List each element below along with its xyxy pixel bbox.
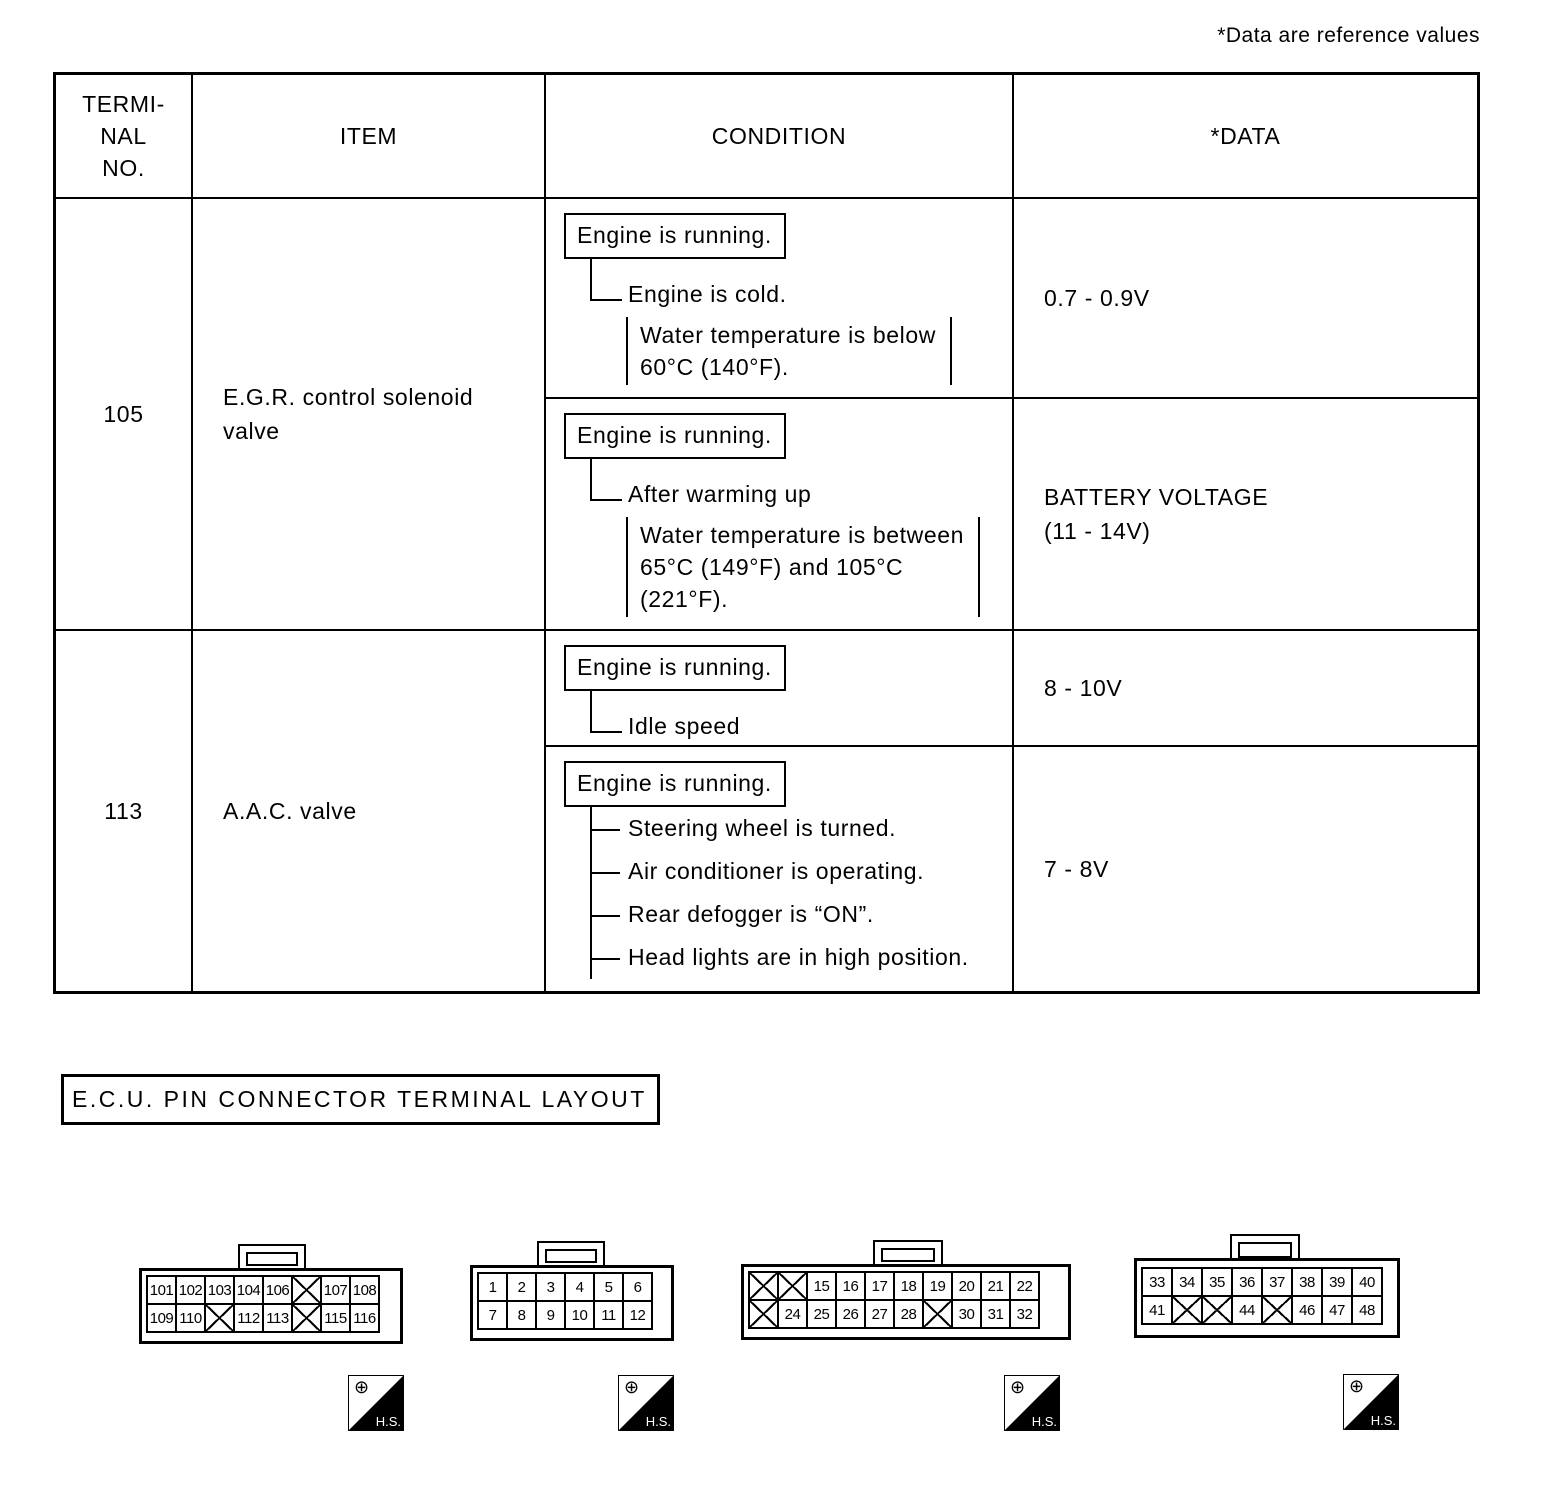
pin: 35 (1203, 1269, 1233, 1297)
condition-sub: Engine is cold. (628, 281, 787, 307)
pin: 47 (1323, 1297, 1353, 1325)
pin-unused (293, 1277, 322, 1305)
pin: 2 (508, 1274, 537, 1302)
pin-grid (1141, 1267, 1383, 1325)
item-name: E.G.R. control solenoid valve (192, 198, 545, 630)
connector-icon: ⊕ (354, 1377, 370, 1397)
terminal-number: 113 (55, 630, 193, 993)
condition-cell (545, 630, 1013, 746)
pin: 32 (1011, 1301, 1040, 1329)
header-item: ITEM (192, 74, 545, 199)
condition-cell (545, 198, 1013, 398)
pin-unused (779, 1273, 808, 1301)
header-condition: CONDITION (545, 74, 1013, 199)
pin: 107 (322, 1277, 351, 1305)
hs-badge: ⊕ H.S. (348, 1375, 404, 1431)
pin: 18 (895, 1273, 924, 1301)
pin: 113 (264, 1305, 293, 1333)
data-value: 8 - 10V (1013, 630, 1479, 746)
connector-icon: ⊕ (1349, 1376, 1365, 1396)
condition-sub: Air conditioner is operating. (592, 850, 1002, 893)
condition-note: Water temperature is between 65°C (149°F) and 105°C (221°F). (626, 517, 980, 617)
branch-line (592, 731, 622, 733)
pin: 36 (1233, 1269, 1263, 1297)
condition-sub: After warming up (628, 481, 812, 507)
pin: 15 (808, 1273, 837, 1301)
pin: 41 (1143, 1297, 1173, 1325)
pin-unused (750, 1301, 779, 1329)
condition-sub: Rear defogger is “ON”. (592, 893, 1002, 936)
pin: 38 (1293, 1269, 1323, 1297)
pin: 7 (479, 1302, 508, 1330)
pin: 33 (1143, 1269, 1173, 1297)
hs-badge: ⊕ H.S. (618, 1375, 674, 1431)
table-row (55, 630, 1479, 746)
condition-box: Engine is running. (564, 213, 786, 259)
reference-note: *Data are reference values (1217, 24, 1480, 47)
branch-line (592, 299, 622, 301)
header-terminal: TERMI- NAL NO. (55, 74, 193, 199)
pin-grid (477, 1272, 653, 1330)
hs-badge: ⊕ H.S. (1004, 1375, 1060, 1431)
pin: 24 (779, 1301, 808, 1329)
pin: 6 (624, 1274, 653, 1302)
pin: 40 (1353, 1269, 1383, 1297)
pin: 116 (351, 1305, 380, 1333)
pin: 115 (322, 1305, 351, 1333)
connector-3 (741, 1240, 1071, 1340)
hs-badge: ⊕ H.S. (1343, 1374, 1399, 1430)
pin-unused (1263, 1297, 1293, 1325)
table-row (55, 198, 1479, 398)
pin: 20 (953, 1273, 982, 1301)
pin: 12 (624, 1302, 653, 1330)
pin: 46 (1293, 1297, 1323, 1325)
condition-sub: Steering wheel is turned. (592, 807, 1002, 850)
pin-unused (1173, 1297, 1203, 1325)
pin: 39 (1323, 1269, 1353, 1297)
pin: 110 (177, 1305, 206, 1333)
condition-branch (590, 459, 1002, 507)
pin: 34 (1173, 1269, 1203, 1297)
pin: 108 (351, 1277, 380, 1305)
condition-box: Engine is running. (564, 413, 786, 459)
connector-2 (470, 1241, 674, 1341)
pin: 103 (206, 1277, 235, 1305)
terminal-number: 105 (55, 198, 193, 630)
pin-unused (1203, 1297, 1233, 1325)
pin: 44 (1233, 1297, 1263, 1325)
connector-1 (139, 1244, 403, 1344)
pin-unused (293, 1305, 322, 1333)
pin-unused (750, 1273, 779, 1301)
condition-branch (590, 691, 1002, 739)
pin: 37 (1263, 1269, 1293, 1297)
pin: 9 (537, 1302, 566, 1330)
pin-unused (206, 1305, 235, 1333)
condition-sub: Head lights are in high position. (592, 936, 1002, 979)
condition-cell (545, 746, 1013, 993)
pin: 30 (953, 1301, 982, 1329)
pin: 4 (566, 1274, 595, 1302)
pin: 48 (1353, 1297, 1383, 1325)
pin-unused (924, 1301, 953, 1329)
pin: 26 (837, 1301, 866, 1329)
pin: 101 (148, 1277, 177, 1305)
pin: 10 (566, 1302, 595, 1330)
condition-branch (590, 259, 1002, 307)
data-value: 7 - 8V (1013, 746, 1479, 993)
table-header-row (55, 74, 1479, 199)
pin-grid (748, 1271, 1040, 1329)
condition-note: Water temperature is below 60°C (140°F). (626, 317, 952, 385)
pin: 22 (1011, 1273, 1040, 1301)
pin: 21 (982, 1273, 1011, 1301)
condition-box: Engine is running. (564, 645, 786, 691)
pin: 1 (479, 1274, 508, 1302)
data-value: 0.7 - 0.9V (1013, 198, 1479, 398)
header-data: *DATA (1013, 74, 1479, 199)
condition-box: Engine is running. (564, 761, 786, 807)
condition-sub: Idle speed (628, 713, 741, 739)
connector-layout-title: E.C.U. PIN CONNECTOR TERMINAL LAYOUT (61, 1074, 660, 1125)
pin: 17 (866, 1273, 895, 1301)
pin: 31 (982, 1301, 1011, 1329)
terminal-data-table (53, 72, 1480, 994)
pin: 25 (808, 1301, 837, 1329)
connector-icon: ⊕ (624, 1377, 640, 1397)
pin: 16 (837, 1273, 866, 1301)
condition-cell (545, 398, 1013, 630)
connector-icon: ⊕ (1010, 1377, 1026, 1397)
pin: 104 (235, 1277, 264, 1305)
branch-line (592, 499, 622, 501)
pin-grid (146, 1275, 380, 1333)
pin: 106 (264, 1277, 293, 1305)
pin: 28 (895, 1301, 924, 1329)
pin: 112 (235, 1305, 264, 1333)
condition-branch-list (590, 807, 1002, 979)
pin: 8 (508, 1302, 537, 1330)
pin: 27 (866, 1301, 895, 1329)
data-value: BATTERY VOLTAGE (11 - 14V) (1013, 398, 1479, 630)
pin: 102 (177, 1277, 206, 1305)
pin: 5 (595, 1274, 624, 1302)
item-name: A.A.C. valve (192, 630, 545, 993)
connector-4 (1134, 1234, 1400, 1338)
pin: 19 (924, 1273, 953, 1301)
pin: 11 (595, 1302, 624, 1330)
pin: 3 (537, 1274, 566, 1302)
pin: 109 (148, 1305, 177, 1333)
